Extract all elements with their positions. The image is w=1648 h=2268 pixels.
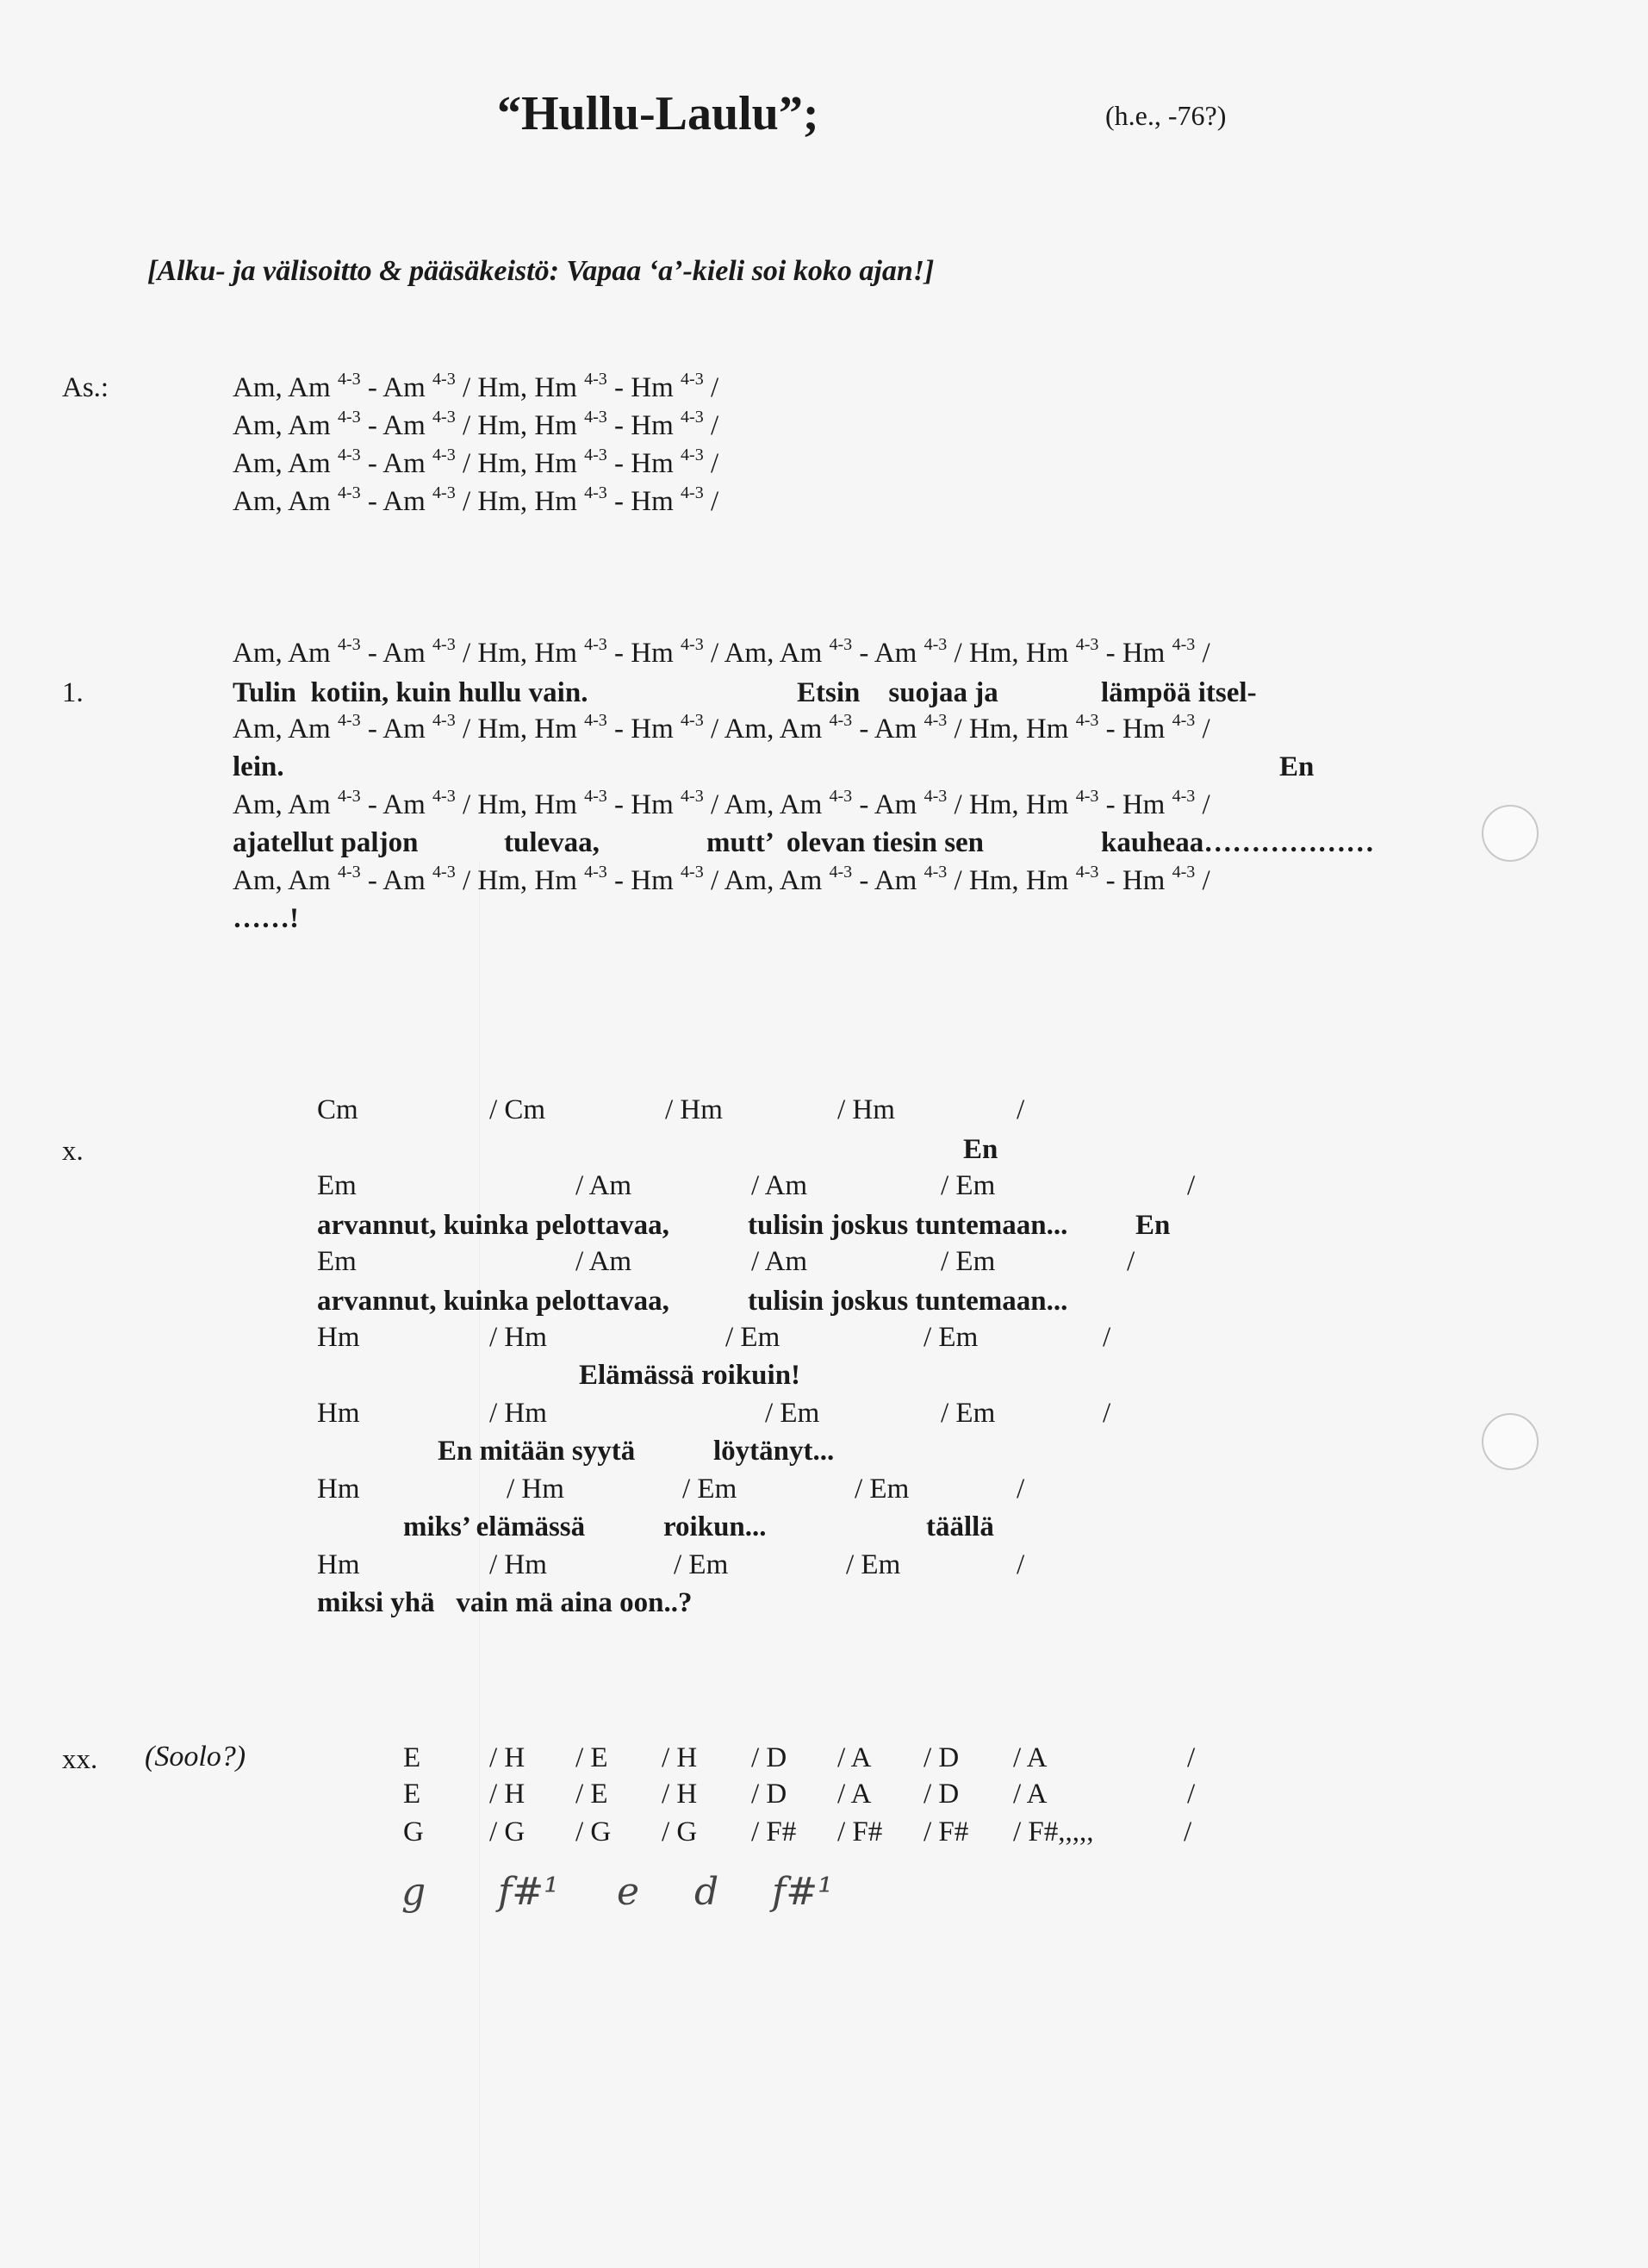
chord-text: - Hm xyxy=(606,372,681,403)
chord-text: - Hm xyxy=(1098,638,1172,669)
chord-text: / Am, Am xyxy=(703,865,830,896)
chord-superscript: 4-3 xyxy=(681,635,704,654)
chord-text: - Hm xyxy=(1098,865,1172,896)
chorus-chord: / Em xyxy=(725,1322,780,1353)
chorus-lyric: arvannut, kuinka pelottavaa, xyxy=(317,1286,669,1317)
chord-superscript: 4-3 xyxy=(1075,711,1099,730)
chord-text: - Am xyxy=(360,486,433,517)
chorus-chord: Hm xyxy=(317,1322,360,1353)
chord-text: / Hm, Hm xyxy=(455,410,585,441)
chord-superscript: 4-3 xyxy=(584,408,607,427)
chord-text: / xyxy=(1195,638,1210,669)
chord-superscript: 4-3 xyxy=(829,863,853,882)
handwritten-note: f#¹ xyxy=(772,1870,833,1914)
chorus-lyric: tulisin joskus tuntemaan... xyxy=(748,1210,1068,1241)
chord-superscript: 4-3 xyxy=(337,635,361,654)
verse-1-lyric: ……! xyxy=(233,903,299,934)
chord-text: / Am, Am xyxy=(703,713,830,745)
solo-chord: / D xyxy=(751,1779,787,1810)
chord-text: - Hm xyxy=(1098,713,1172,745)
chord-text: - Am xyxy=(360,789,433,820)
chord-superscript: 4-3 xyxy=(1075,863,1099,882)
chord-superscript: 4-3 xyxy=(584,635,607,654)
chorus-chord: Em xyxy=(317,1246,357,1277)
chord-text: / Hm, Hm xyxy=(947,713,1076,745)
chorus-chord: Cm xyxy=(317,1094,358,1125)
chord-text: / Hm, Hm xyxy=(455,789,585,820)
chord-text: Am, Am xyxy=(233,486,338,517)
solo-chord: / xyxy=(1187,1779,1196,1810)
verse-1-lyric: tulevaa, xyxy=(504,827,600,858)
chorus-chord: / Em xyxy=(855,1474,910,1505)
chorus-chord: / Hm xyxy=(489,1549,547,1580)
verse-1-lyric: lämpöä itsel- xyxy=(1101,677,1257,708)
verse-1-lyric: En xyxy=(1279,751,1315,782)
chord-superscript: 4-3 xyxy=(432,635,456,654)
chorus-lyric: miksi yhä vain mä aina oon..? xyxy=(317,1587,693,1618)
chord-superscript: 4-3 xyxy=(337,863,361,882)
chord-superscript: 4-3 xyxy=(337,370,361,389)
chorus-chord: Hm xyxy=(317,1474,360,1505)
chord-text: / xyxy=(703,410,719,441)
chorus-chord: / Em xyxy=(941,1246,996,1277)
verse-1-chord-line xyxy=(233,789,1210,821)
solo-chord: / F#,,,,, xyxy=(1013,1816,1094,1847)
section-label-verse-1: 1. xyxy=(62,677,84,708)
as-chord-line xyxy=(233,483,719,518)
chord-text: / Hm, Hm xyxy=(947,638,1076,669)
chord-text: / Hm, Hm xyxy=(947,789,1076,820)
chorus-chord: / xyxy=(1187,1170,1196,1201)
chord-text: / Am, Am xyxy=(703,638,830,669)
chord-text: - Am xyxy=(852,789,924,820)
chord-text: - Hm xyxy=(606,865,681,896)
chord-superscript: 4-3 xyxy=(681,863,704,882)
chord-text: - Hm xyxy=(1098,789,1172,820)
handwritten-note: e xyxy=(617,1870,640,1914)
solo-chord: G xyxy=(403,1816,424,1847)
chord-superscript: 4-3 xyxy=(337,787,361,806)
chord-text: - Am xyxy=(360,448,433,479)
section-label-xx: xx. xyxy=(62,1744,98,1775)
chord-text: / xyxy=(1195,789,1210,820)
section-label-as: As.: xyxy=(62,372,109,403)
chorus-chord: / Hm xyxy=(489,1398,547,1429)
handwritten-note: d xyxy=(694,1870,719,1914)
solo-chord: / H xyxy=(662,1742,698,1773)
chord-superscript: 4-3 xyxy=(432,483,456,502)
chord-text: - Hm xyxy=(606,638,681,669)
chord-text: - Am xyxy=(852,638,924,669)
chord-text: / Hm, Hm xyxy=(455,865,585,896)
chorus-chord: / Am xyxy=(575,1170,632,1201)
chord-superscript: 4-3 xyxy=(924,863,948,882)
verse-1-chord-line xyxy=(233,713,1210,745)
chorus-chord: / Em xyxy=(846,1549,901,1580)
chorus-lyric: täällä xyxy=(926,1511,994,1542)
solo-chord: / xyxy=(1184,1816,1192,1847)
chord-text: - Hm xyxy=(606,789,681,820)
chord-text: - Hm xyxy=(606,410,681,441)
chord-text: / Hm, Hm xyxy=(455,713,585,745)
solo-chord: / E xyxy=(575,1742,608,1773)
chorus-lyric: löytänyt... xyxy=(713,1436,835,1467)
solo-chord: / D xyxy=(751,1742,787,1773)
chord-text: Am, Am xyxy=(233,638,338,669)
chorus-lyric: En mitään syytä xyxy=(438,1436,636,1467)
chorus-chord: / Cm xyxy=(489,1094,546,1125)
chord-superscript: 4-3 xyxy=(924,711,948,730)
section-label-x: x. xyxy=(62,1136,84,1167)
chord-text: / Hm, Hm xyxy=(455,448,585,479)
chord-text: - Am xyxy=(852,865,924,896)
chord-superscript: 4-3 xyxy=(584,446,607,464)
handwritten-note: f#¹ xyxy=(498,1870,559,1914)
chord-superscript: 4-3 xyxy=(584,370,607,389)
solo-chord: / H xyxy=(489,1742,525,1773)
solo-chord: E xyxy=(403,1779,421,1810)
chord-text: / Hm, Hm xyxy=(455,486,585,517)
chorus-chord: / Em xyxy=(674,1549,729,1580)
chord-superscript: 4-3 xyxy=(584,711,607,730)
chord-superscript: 4-3 xyxy=(681,446,704,464)
chorus-lyric: arvannut, kuinka pelottavaa, xyxy=(317,1210,669,1241)
chorus-lyric: En xyxy=(1135,1210,1171,1241)
chorus-chord: / xyxy=(1017,1094,1025,1125)
chorus-chord: / Am xyxy=(751,1246,808,1277)
chord-text: Am, Am xyxy=(233,789,338,820)
chorus-chord: / Hm xyxy=(507,1474,564,1505)
song-title: “Hullu-Laulu”; xyxy=(497,87,819,140)
chord-superscript: 4-3 xyxy=(432,370,456,389)
solo-chord: / G xyxy=(575,1816,612,1847)
verse-1-lyric: lein. xyxy=(233,751,284,782)
solo-chord: / G xyxy=(489,1816,525,1847)
chord-superscript: 4-3 xyxy=(337,711,361,730)
chord-superscript: 4-3 xyxy=(1172,635,1196,654)
chorus-lyric: roikun... xyxy=(663,1511,767,1542)
solo-chord: / H xyxy=(662,1779,698,1810)
chorus-chord: / xyxy=(1103,1322,1111,1353)
solo-chord: / G xyxy=(662,1816,698,1847)
chorus-chord: / Am xyxy=(575,1246,632,1277)
punch-hole-top xyxy=(1482,805,1539,862)
chorus-lyric: Elämässä roikuin! xyxy=(579,1360,801,1391)
chord-superscript: 4-3 xyxy=(432,787,456,806)
verse-1-lyric: kauheaa……………… xyxy=(1101,827,1375,858)
chord-text: / xyxy=(1195,713,1210,745)
chorus-chord: / Hm xyxy=(489,1322,547,1353)
handwritten-note: g xyxy=(401,1870,426,1914)
chord-text: - Hm xyxy=(606,486,681,517)
chord-superscript: 4-3 xyxy=(584,863,607,882)
chord-text: / Hm, Hm xyxy=(947,865,1076,896)
solo-label: (Soolo?) xyxy=(145,1741,246,1773)
solo-chord: / F# xyxy=(751,1816,797,1847)
chorus-chord: / Em xyxy=(682,1474,737,1505)
chord-superscript: 4-3 xyxy=(432,446,456,464)
chord-superscript: 4-3 xyxy=(432,863,456,882)
chord-superscript: 4-3 xyxy=(1075,635,1099,654)
chord-superscript: 4-3 xyxy=(681,711,704,730)
chord-text: / xyxy=(703,448,719,479)
chord-superscript: 4-3 xyxy=(337,446,361,464)
solo-chord: / D xyxy=(924,1742,960,1773)
chorus-chord: / xyxy=(1017,1474,1025,1505)
chord-text: / xyxy=(703,372,719,403)
as-chord-line xyxy=(233,448,718,480)
chord-text: - Am xyxy=(360,372,433,403)
chorus-chord: Em xyxy=(317,1170,357,1201)
chorus-chord: / Hm xyxy=(837,1094,895,1125)
chord-text: / Am, Am xyxy=(703,789,830,820)
chorus-chord: / Am xyxy=(751,1170,808,1201)
chord-superscript: 4-3 xyxy=(829,787,853,806)
chord-superscript: 4-3 xyxy=(432,711,456,730)
chord-text: / xyxy=(703,486,719,517)
chord-superscript: 4-3 xyxy=(1172,863,1196,882)
chorus-chord: / Hm xyxy=(665,1094,723,1125)
verse-1-lyric: Etsin suojaa ja xyxy=(797,677,998,708)
chorus-chord: / xyxy=(1127,1246,1135,1277)
chord-text: - Am xyxy=(360,638,433,669)
chorus-chord: Hm xyxy=(317,1549,360,1580)
chord-text: / Hm, Hm xyxy=(455,638,585,669)
chord-superscript: 4-3 xyxy=(337,408,361,427)
paper-fold-line xyxy=(479,862,480,2268)
chorus-chord: / Em xyxy=(765,1398,820,1429)
chord-superscript: 4-3 xyxy=(681,408,704,427)
as-chord-line xyxy=(233,372,718,404)
solo-chord: E xyxy=(403,1742,421,1773)
solo-chord: / F# xyxy=(924,1816,969,1847)
chord-text: / xyxy=(1195,865,1210,896)
chord-superscript: 4-3 xyxy=(584,483,607,502)
chorus-chord: / Em xyxy=(941,1398,996,1429)
chord-text: Am, Am xyxy=(233,865,338,896)
solo-chord: / A xyxy=(1013,1742,1048,1773)
chord-superscript: 4-3 xyxy=(924,787,948,806)
solo-chord: / E xyxy=(575,1779,608,1810)
chord-superscript: 4-3 xyxy=(829,711,853,730)
song-date: (h.e., -76?) xyxy=(1105,100,1227,131)
chord-text: - Am xyxy=(360,865,433,896)
punch-hole-bottom xyxy=(1482,1413,1539,1470)
verse-1-lyric: Tulin kotiin, kuin hullu vain. xyxy=(233,677,588,708)
chorus-lyric: En xyxy=(963,1134,998,1165)
chord-text: - Hm xyxy=(606,448,681,479)
verse-1-chord-line xyxy=(233,635,1210,670)
chord-superscript: 4-3 xyxy=(1172,787,1196,806)
chord-superscript: 4-3 xyxy=(432,408,456,427)
chord-superscript: 4-3 xyxy=(681,370,704,389)
chord-superscript: 4-3 xyxy=(924,635,948,654)
chorus-chord: / Em xyxy=(924,1322,979,1353)
chorus-chord: / xyxy=(1103,1398,1111,1429)
chord-text: Am, Am xyxy=(233,448,338,479)
chord-text: / Hm, Hm xyxy=(455,372,585,403)
solo-chord: / F# xyxy=(837,1816,883,1847)
chord-text: - Hm xyxy=(606,713,681,745)
solo-chord: / A xyxy=(1013,1779,1048,1810)
solo-chord: / D xyxy=(924,1779,960,1810)
chord-superscript: 4-3 xyxy=(829,635,853,654)
chord-text: - Am xyxy=(852,713,924,745)
solo-chord: / A xyxy=(837,1742,872,1773)
chord-text: Am, Am xyxy=(233,410,338,441)
chord-text: - Am xyxy=(360,713,433,745)
as-chord-line xyxy=(233,410,718,442)
chord-text: Am, Am xyxy=(233,713,338,745)
chord-superscript: 4-3 xyxy=(1172,711,1196,730)
chord-superscript: 4-3 xyxy=(584,787,607,806)
solo-chord: / xyxy=(1187,1742,1196,1773)
solo-chord: / A xyxy=(837,1779,872,1810)
verse-1-chord-line xyxy=(233,865,1210,897)
chord-text: - Am xyxy=(360,410,433,441)
chorus-lyric: tulisin joskus tuntemaan... xyxy=(748,1286,1068,1317)
chorus-lyric: miks’ elämässä xyxy=(403,1511,586,1542)
verse-1-lyric: mutt’ olevan tiesin sen xyxy=(706,827,985,858)
chorus-chord: / xyxy=(1017,1549,1025,1580)
solo-chord: / H xyxy=(489,1779,525,1810)
chord-text: Am, Am xyxy=(233,372,338,403)
chord-superscript: 4-3 xyxy=(681,787,704,806)
chord-superscript: 4-3 xyxy=(337,483,361,502)
chorus-chord: / Em xyxy=(941,1170,996,1201)
intro-note: [Alku- ja välisoitto & pääsäkeistö: Vapaa ‘a’-kieli soi koko ajan!] xyxy=(147,255,935,287)
chord-superscript: 4-3 xyxy=(681,483,704,502)
chord-superscript: 4-3 xyxy=(1075,787,1099,806)
chorus-chord: Hm xyxy=(317,1398,360,1429)
verse-1-lyric: ajatellut paljon xyxy=(233,827,419,858)
